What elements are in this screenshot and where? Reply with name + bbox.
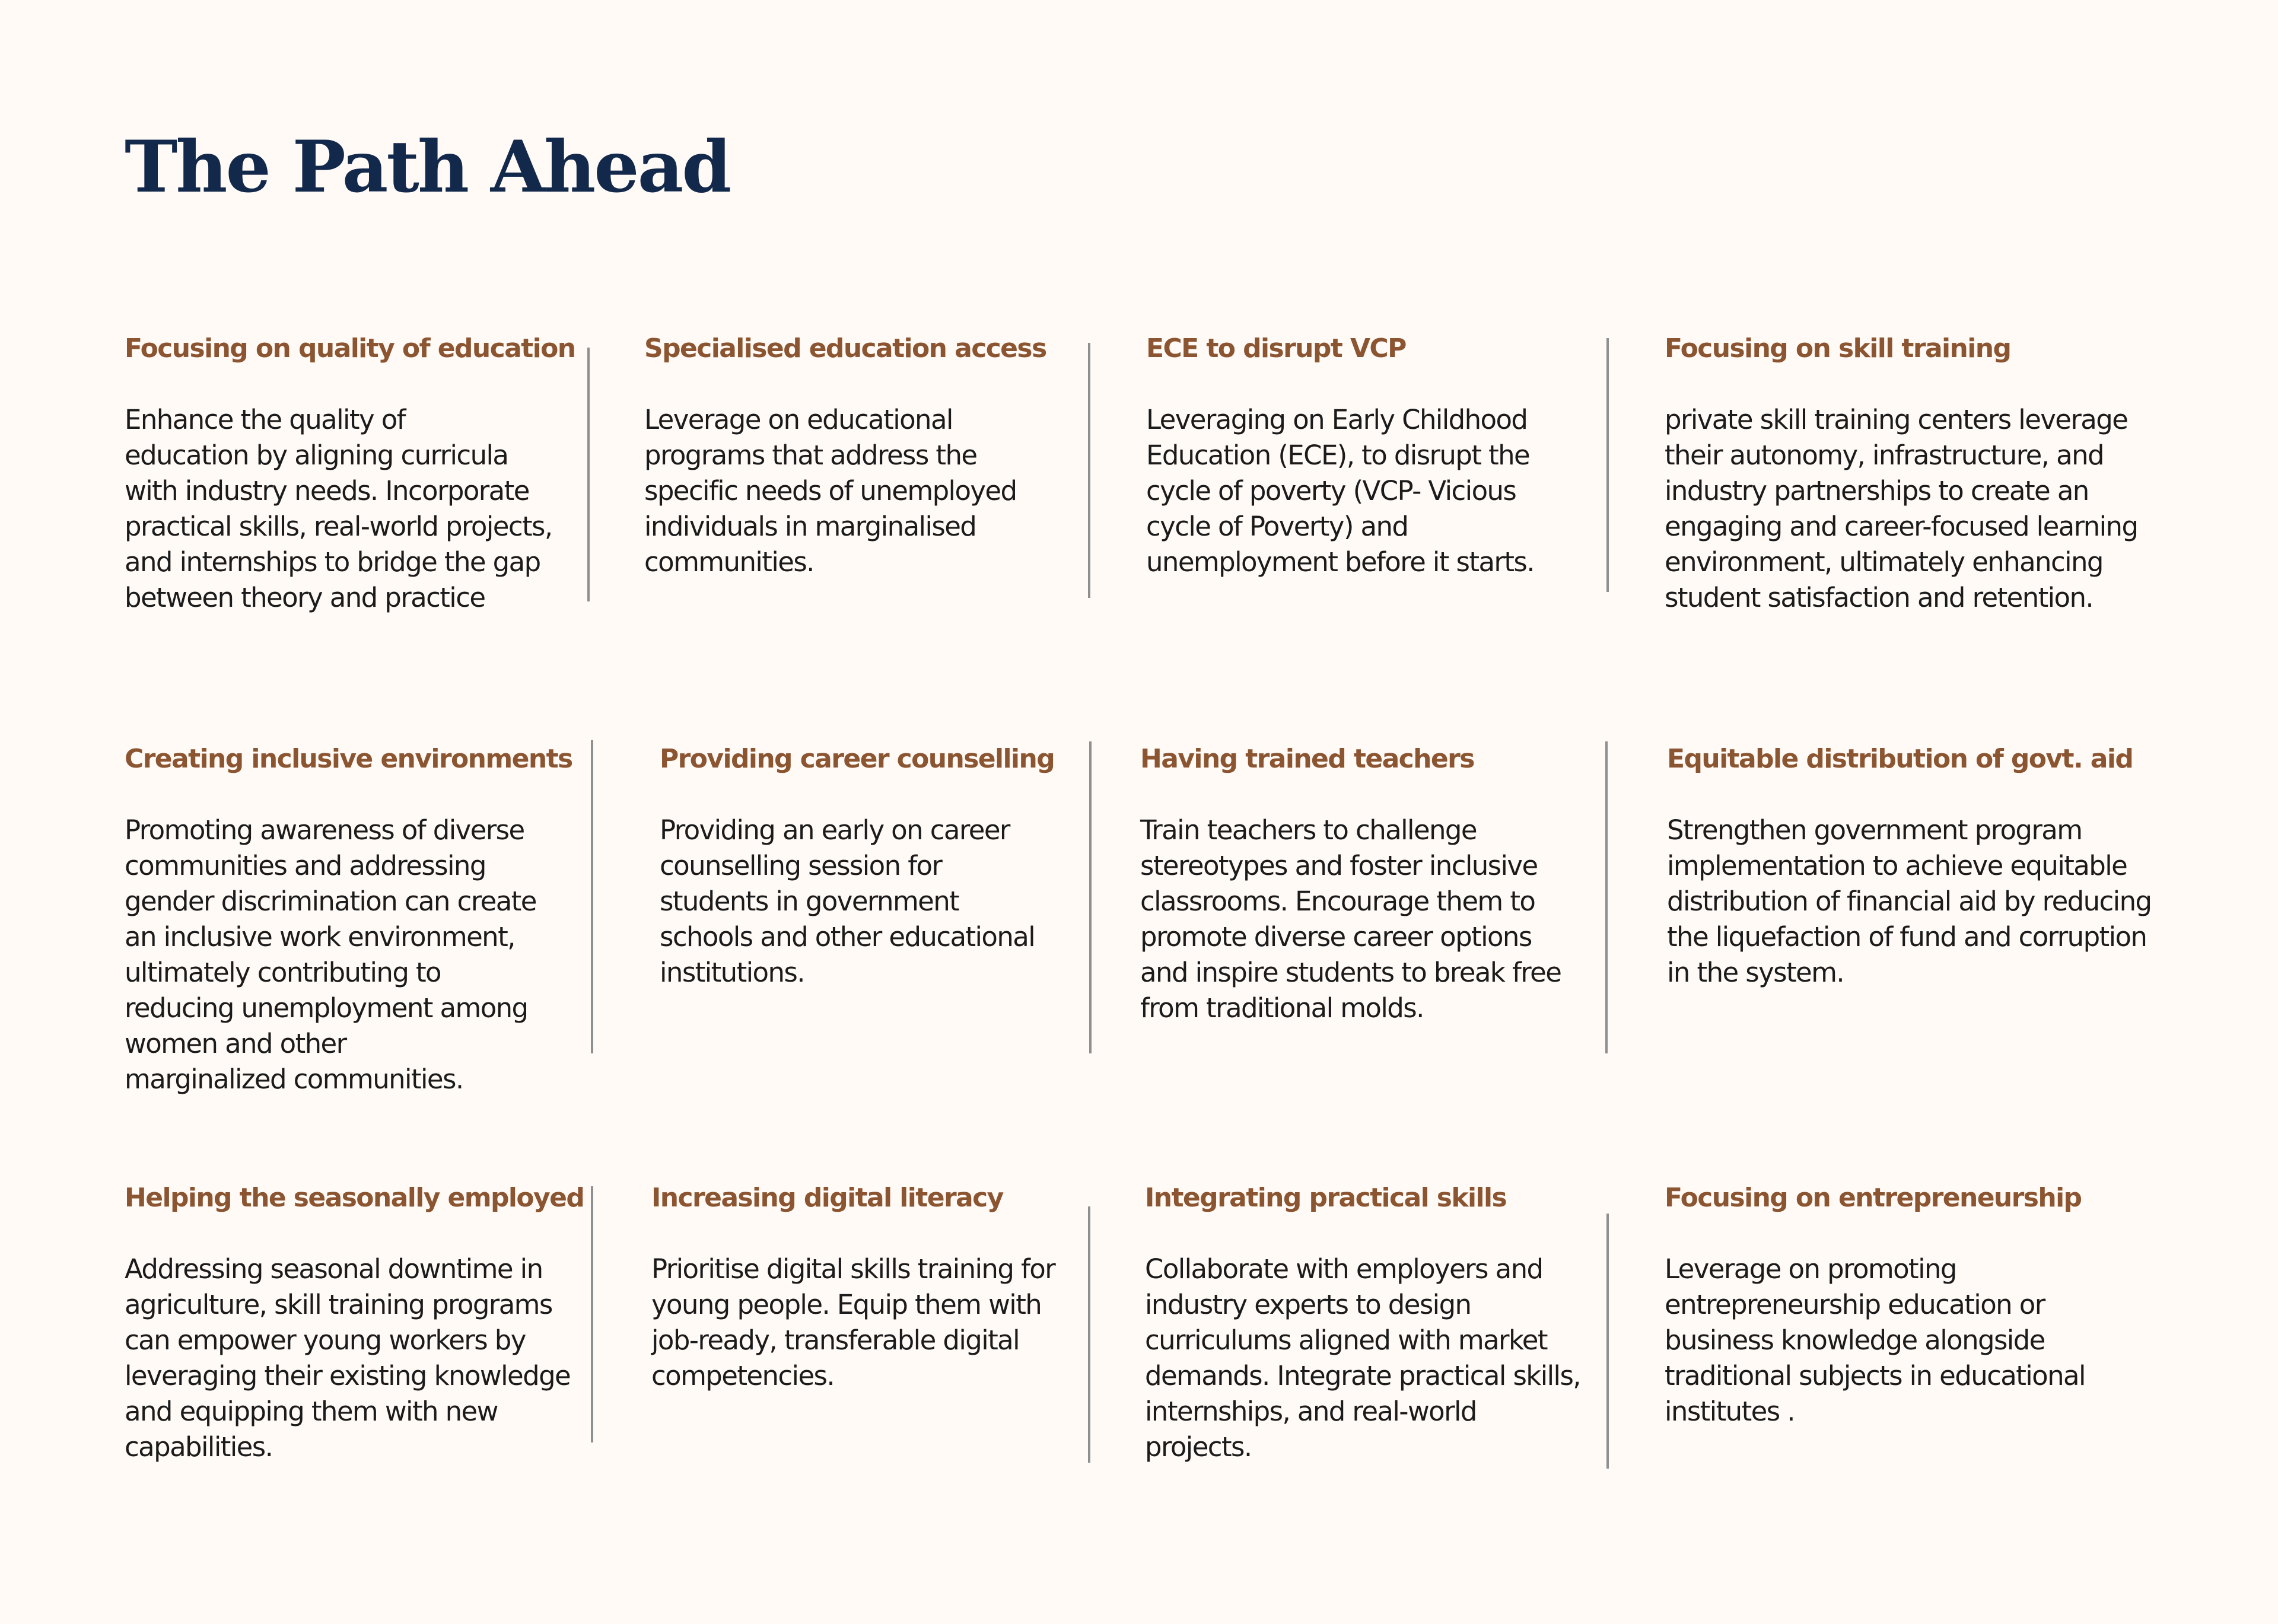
column-divider: [1089, 741, 1092, 1053]
column-divider: [1088, 1206, 1090, 1463]
section-heading: ECE to disrupt VCP: [1146, 333, 1406, 364]
section-heading: Having trained teachers: [1140, 744, 1474, 774]
section-heading: Focusing on skill training: [1665, 333, 2011, 364]
column-divider: [1605, 741, 1608, 1053]
section-specialised-education-access: [644, 331, 1071, 580]
section-heading: Focusing on quality of education: [125, 333, 575, 364]
section-body: Prioritise digital skills training for young people. Equip them with job-ready, transferable digital competencies.: [651, 1253, 1055, 1391]
section-digital-literacy: [651, 1180, 1078, 1394]
section-body: Strengthen government program implementation to achieve equitable distribution of financial aid by reducing the liquefaction of fund and corruption in the system.: [1667, 814, 2152, 988]
page-title: The Path Ahead: [125, 125, 730, 209]
section-heading: Focusing on entrepreneurship: [1665, 1183, 2082, 1213]
column-divider: [591, 1186, 593, 1443]
section-body: Leverage on educational programs that address the specific needs of unemployed individuals in marginalised communities.: [644, 404, 1017, 578]
section-body: Addressing seasonal downtime in agriculture, skill training programs can empower young workers by leveraging their existing knowledge and equipping them with new capabilities.: [125, 1253, 571, 1463]
section-trained-teachers: [1140, 741, 1591, 1026]
column-divider: [1606, 338, 1609, 592]
section-body: Collaborate with employers and industry experts to design curriculums aligned with market demands. Integrate practical skills, internships, and real-world projects.: [1145, 1253, 1581, 1463]
section-entrepreneurship: [1665, 1180, 2199, 1429]
section-heading: Integrating practical skills: [1145, 1183, 1507, 1213]
section-body: Promoting awareness of diverse communities and addressing gender discrimination can create an inclusive work environment, ultimately contributing to reducing unemployment among women and other marginalized communities.: [125, 814, 536, 1095]
section-body: Enhance the quality of education by aligning curricula with industry needs. Incorporate practical skills, real-world projects, and internships to bridge the gap between theory and practice: [125, 404, 552, 613]
column-divider: [587, 348, 590, 601]
section-govt-aid-distribution: [1667, 741, 2201, 991]
section-heading: Specialised education access: [644, 333, 1046, 364]
section-body: Train teachers to challenge stereotypes and foster inclusive classrooms. Encourage them to promote diverse career options and inspire students to break free from traditional molds.: [1140, 814, 1561, 1024]
section-body: Leveraging on Early Childhood Education (ECE), to disrupt the cycle of poverty (VCP- Vicious cycle of Poverty) and unemployment before it starts.: [1146, 404, 1534, 578]
section-inclusive-environments: [125, 741, 575, 1097]
section-ece-to-disrupt-vcp: [1146, 331, 1573, 580]
section-body: Leverage on promoting entrepreneurship education or business knowledge alongside traditional subjects in educational institutes .: [1665, 1253, 2085, 1427]
section-career-counselling: [660, 741, 1087, 991]
section-skill-training: [1665, 331, 2199, 616]
column-divider: [1088, 343, 1090, 598]
section-heading: Increasing digital literacy: [651, 1183, 1003, 1213]
section-body: Providing an early on career counselling session for students in government schools and other educational institutions.: [660, 814, 1035, 988]
section-heading: Providing career counselling: [660, 744, 1055, 774]
section-heading: Creating inclusive environments: [125, 744, 572, 774]
section-heading: Helping the seasonally employed: [125, 1183, 584, 1213]
section-seasonally-employed: [125, 1180, 587, 1465]
section-practical-skills: [1145, 1180, 1596, 1465]
section-quality-of-education: [125, 331, 575, 616]
column-divider: [591, 740, 593, 1053]
section-heading: Equitable distribution of govt. aid: [1667, 744, 2133, 774]
column-divider: [1606, 1214, 1609, 1469]
section-body: private skill training centers leverage their autonomy, infrastructure, and industry partnerships to create an engaging and career-focused learning environment, ultimately enhancing student satisfaction and retention.: [1665, 404, 2138, 613]
